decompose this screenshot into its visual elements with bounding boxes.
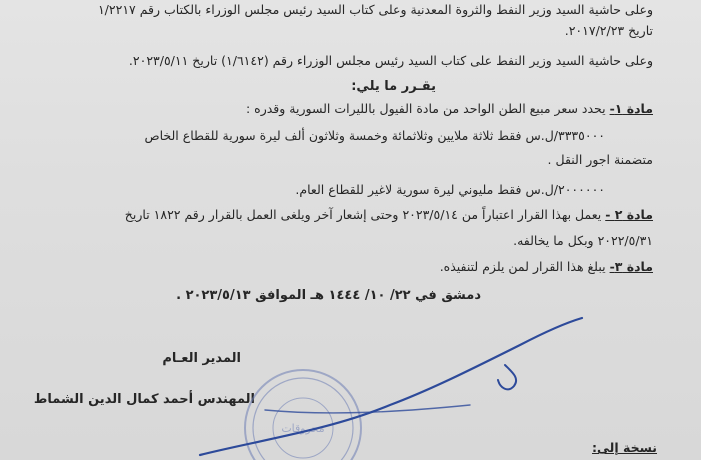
signature-underline: [265, 405, 470, 413]
official-stamp: [245, 370, 361, 460]
price-private-continued: متضمنة اجور النقل .: [547, 152, 653, 167]
decision-heading: يقـرر ما يلي:: [351, 79, 436, 94]
article-1-label: مادة ١-: [609, 101, 653, 116]
signature-title: المدير العـام: [162, 351, 241, 366]
dateline: دمشق في ٢٢/ ١٠/ ١٤٤٤ هـ الموافق ٢٠٢٣/٥/١٣ .: [176, 288, 481, 303]
header-line-1: وعلى حاشية السيد وزير النفط والثروة المعدنية وعلى كتاب السيد رئيس مجلس الوزراء بالكتاب رقم ١/٢٢١٧: [97, 2, 653, 17]
article-3-line: [440, 259, 653, 275]
price-private-line: ٣٣٣٥٠٠٠/ل.س فقط ثلاثة ملايين وثلاثمائة وخمسة وثلاثون ألف ليرة سورية للقطاع الخاص: [144, 128, 605, 143]
article-2-text: يعمل بهذا القرار اعتباراً من ٢٠٢٣/٥/١٤ وحتى إشعار آخر ويلغى العمل بالقرار رقم ١٨٢٢ تاريخ: [124, 207, 602, 222]
article-3-text: يبلغ هذا القرار لمن يلزم لتنفيذه.: [439, 259, 606, 274]
article-2-continued: ٢٠٢٢/٥/٣١ وبكل ما يخالفه.: [513, 233, 653, 248]
stamp-text: محروقات: [281, 422, 325, 435]
article-1-line: [246, 101, 653, 117]
article-2-label: مادة ٢ -: [605, 207, 653, 222]
copy-to-label: نسخة إلى:: [592, 440, 657, 455]
signature-loop: [498, 365, 516, 389]
price-public-line: ٢٠٠٠٠٠٠/ل.س فقط مليوني ليرة سورية لاغير للقطاع العام.: [295, 182, 605, 197]
article-1-intro: يحدد سعر مبيع الطن الواحد من مادة الفيول بالليرات السورية وقدره :: [245, 101, 606, 116]
signature-stroke: [200, 318, 582, 455]
article-2-line: [125, 207, 653, 223]
article-3-label: مادة ٣-: [609, 259, 653, 274]
header-line-3: وعلى حاشية السيد وزير النفط على كتاب السيد رئيس مجلس الوزراء رقم (١/٦١٤٢) تاريخ ٢٠٢٣/٥/١١.: [128, 53, 653, 68]
signature-name: المهندس أحمد كمال الدين الشماط: [33, 392, 255, 407]
header-line-2: تاريخ ٢٠١٧/٢/٢٣.: [564, 23, 653, 38]
